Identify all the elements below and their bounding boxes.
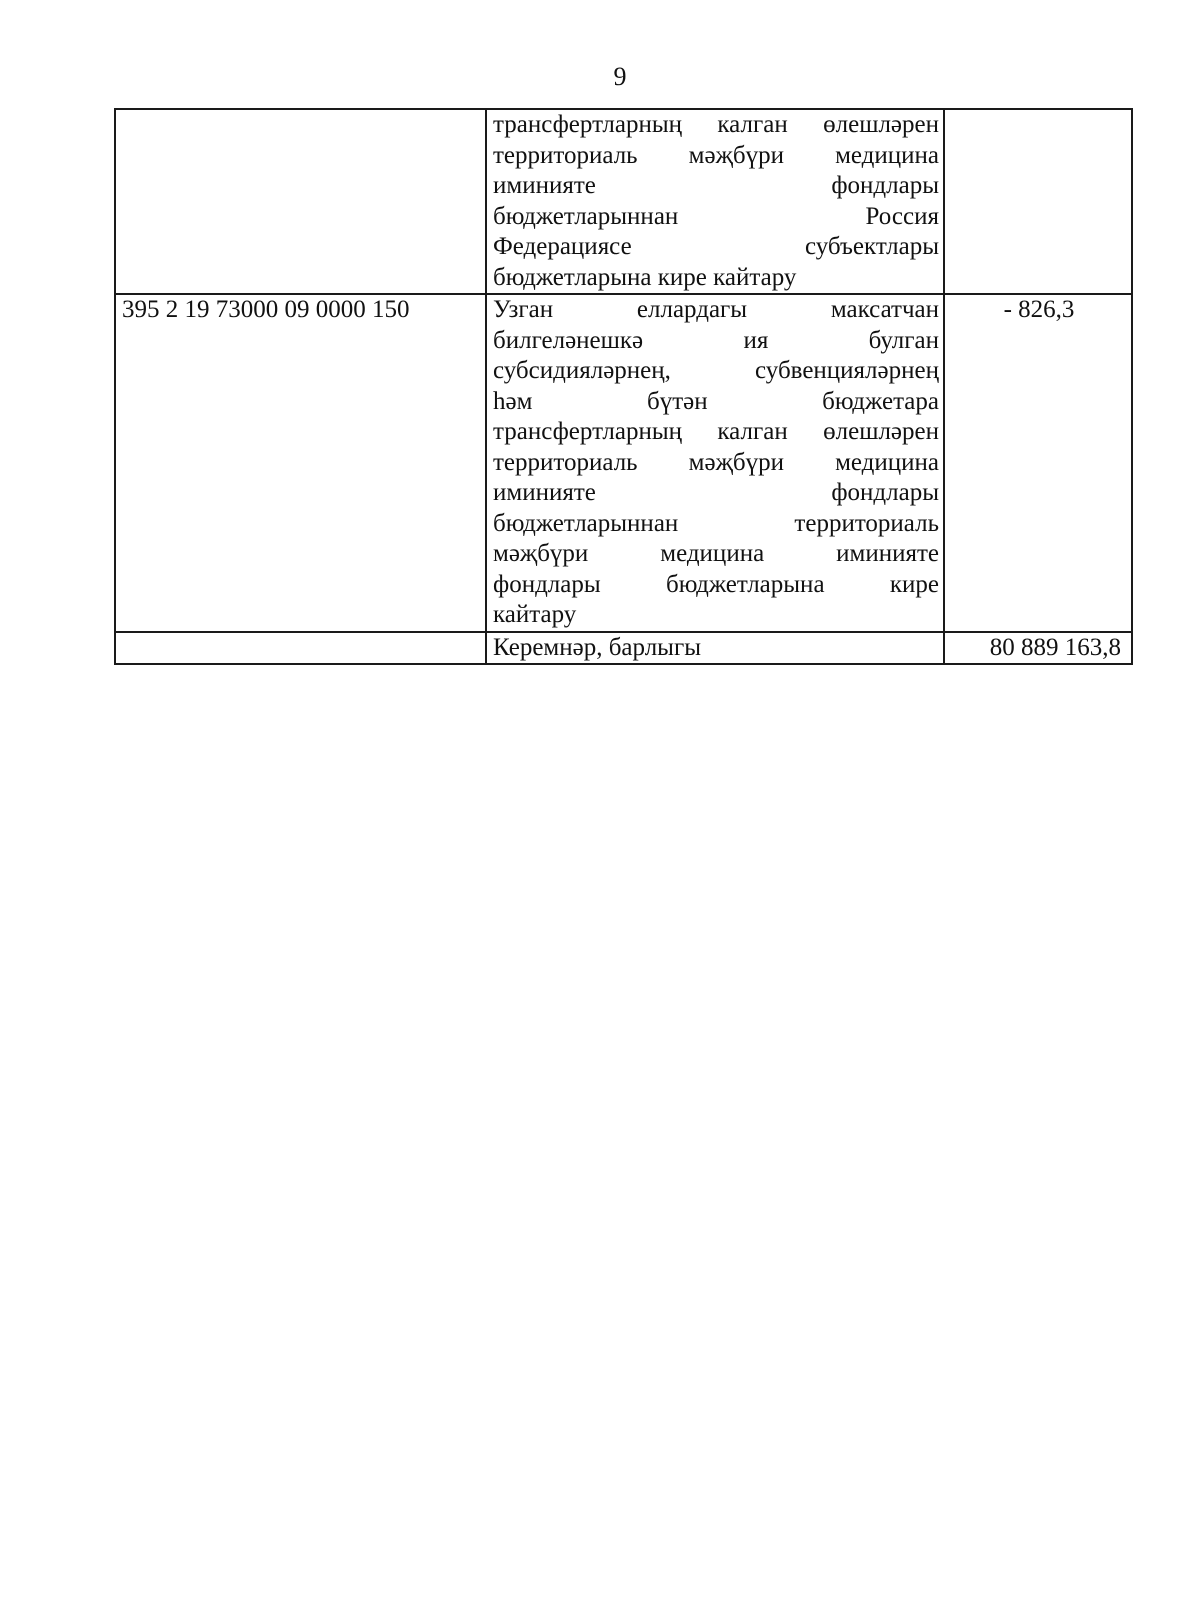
text-line: фондлары бюджетларына кире (493, 570, 939, 598)
total-row (115, 632, 1132, 665)
text-line: трансфертларның калган өлешләрен (493, 418, 939, 445)
text-line: иминияте фондлары (493, 479, 939, 506)
text-line: һәм бүтән бюджетара (493, 387, 939, 415)
total-amount: 80 889 163,8 (944, 632, 1132, 665)
text-line: бюджетларына кире кайтару (493, 263, 797, 291)
table-row (115, 294, 1132, 632)
text-line: территориаль мәҗбүри медицина (493, 448, 939, 476)
page-number: 9 (613, 62, 627, 91)
budget-code-cell (115, 109, 486, 294)
text-line: Федерациясе субъектлары (493, 233, 939, 260)
total-label: Керемнәр, барлыгы (486, 632, 944, 665)
text-line: бюджетларыннан территориаль (493, 509, 939, 537)
text-line: кайтару (493, 601, 577, 628)
revenue-name-cell (486, 109, 944, 294)
budget-code-cell (115, 632, 486, 665)
text-line: субсидияләрнең, субвенцияләрнең (493, 357, 939, 384)
revenue-name-cell (486, 294, 944, 632)
text-line: мәҗбүри медицина иминияте (493, 540, 939, 567)
text-line: бюджетларыннан Россия (493, 202, 939, 230)
revenue-table (114, 108, 1133, 665)
text-line: Узган еллардагы максатчан (493, 296, 939, 323)
text-line: билгеләнешкә ия булган (493, 326, 939, 354)
budget-code-cell: 395 2 19 73000 09 0000 150 (115, 294, 486, 632)
amount-cell (944, 109, 1132, 294)
table-row (115, 109, 1132, 294)
text-line: территориаль мәҗбүри медицина (493, 141, 939, 169)
text-line: трансфертларның калган өлешләрен (493, 111, 939, 138)
amount-cell: - 826,3 (944, 294, 1132, 632)
text-line: иминияте фондлары (493, 172, 939, 199)
